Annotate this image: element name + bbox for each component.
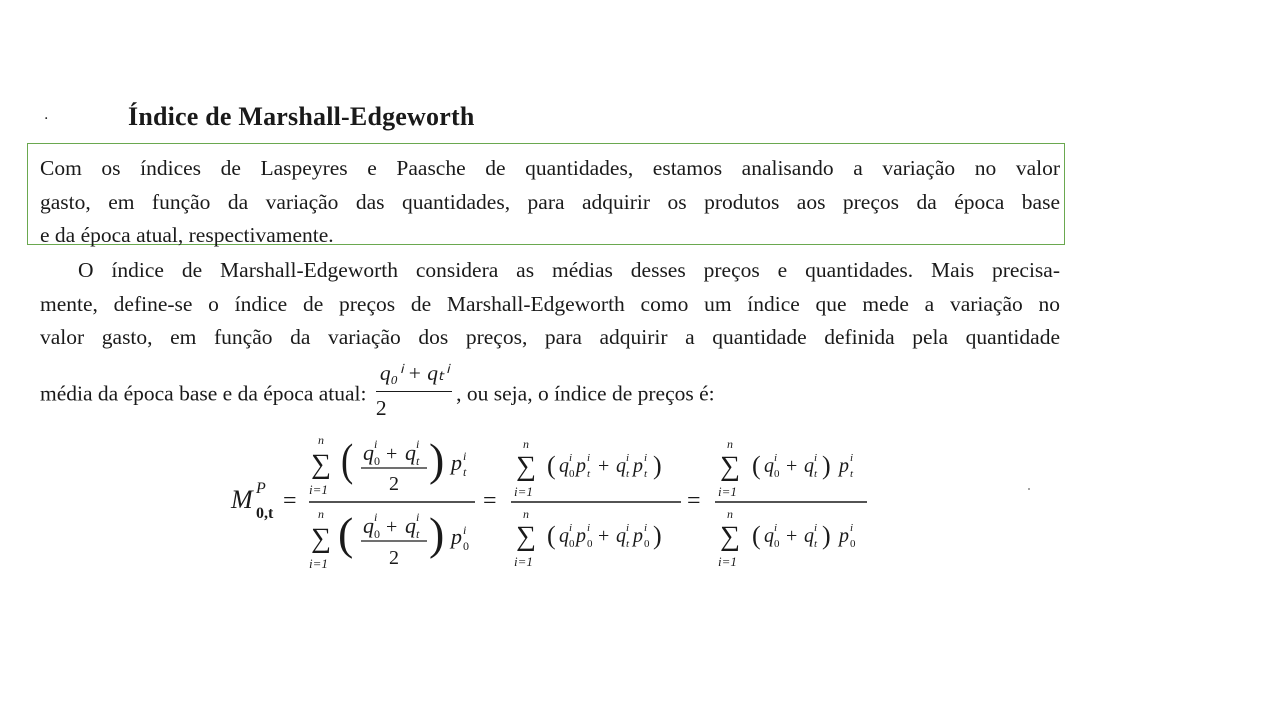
sup-i: i (814, 452, 818, 464)
p-symbol: p (576, 525, 586, 547)
p-symbol: p (576, 455, 586, 477)
formula-lhs-sup: P (256, 480, 266, 497)
p-symbol: p (839, 525, 849, 547)
q-symbol: q (363, 513, 374, 538)
sup-i: i (626, 452, 630, 464)
q-symbol: q (616, 525, 626, 547)
two-denominator: 2 (389, 547, 399, 569)
right-paren: ) (429, 434, 445, 485)
plus-sign: + (386, 443, 398, 465)
paragraph-line: gasto, em função da variação das quantidades, para adquirir os produtos aos preços da época base (40, 189, 1060, 214)
sum-upper: n (523, 437, 529, 451)
formula-lhs: M (231, 485, 253, 514)
left-paren: ( (341, 435, 354, 487)
left-paren: ( (338, 508, 354, 559)
fraction-denominator: 2 (375, 396, 387, 420)
p-symbol: p (451, 524, 462, 549)
plus-sign: + (786, 525, 798, 547)
q-symbol: q (804, 525, 814, 547)
sub-0: 0 (374, 527, 380, 541)
q-symbol: q (405, 440, 416, 465)
sub-t: t (850, 468, 854, 480)
sum-sign: ∑ (311, 523, 331, 554)
sup-i: i (814, 522, 818, 534)
sup-i: i (587, 522, 591, 534)
plus-sign: + (786, 455, 798, 477)
sum-lower: i=1 (514, 554, 533, 569)
left-paren: ( (752, 521, 761, 550)
sub-0: 0 (569, 468, 575, 480)
sup-i: i (587, 452, 591, 464)
sup-i: i (644, 522, 648, 534)
q-symbol: q (363, 440, 374, 465)
sup-i: i (463, 449, 467, 463)
boxed-paragraph (40, 152, 1060, 253)
q-symbol: q (764, 455, 774, 477)
sub-0: 0 (850, 538, 856, 550)
q-symbol: q (559, 525, 569, 547)
left-paren: ( (752, 451, 761, 480)
sum-upper: n (318, 507, 324, 521)
p-symbol: p (451, 450, 462, 475)
paragraph-line: valor gasto, em função da variação dos preços, para adquirir a quantidade definida pela quantidade (40, 325, 1060, 349)
right-paren: ) (653, 521, 662, 550)
sum-lower: i=1 (514, 484, 533, 499)
paragraph-line: Com os índices de Laspeyres e Paasche de quantidades, estamos analisando a variação no valor (40, 156, 1060, 180)
sup-i: i (850, 522, 854, 534)
sup-i: i (463, 523, 467, 537)
stray-dot (1028, 488, 1030, 490)
plus-sign: + (598, 455, 610, 477)
sup-i: i (774, 452, 778, 464)
formula-lhs-sub: 0,t (256, 505, 274, 522)
sum-lower: i=1 (309, 482, 328, 497)
sup-i: i (644, 452, 648, 464)
definition-paragraph (40, 254, 1060, 430)
right-paren: ) (653, 451, 662, 480)
sub-t: t (416, 527, 420, 541)
sum-sign: ∑ (516, 451, 536, 482)
line-text-after: , ou seja, o índice de preços é: (456, 380, 715, 405)
q-symbol: q (405, 513, 416, 538)
marshall-edgeworth-formula (225, 430, 885, 580)
equals-sign: = (283, 488, 297, 514)
right-paren: ) (822, 521, 831, 550)
sub-t: t (814, 468, 818, 480)
sub-t: t (416, 454, 420, 468)
bullet-dot: · (44, 111, 49, 127)
plus-sign: + (598, 525, 610, 547)
sub-t: t (587, 468, 591, 480)
equals-sign: = (483, 488, 497, 514)
sub-0: 0 (774, 538, 780, 550)
sum-lower: i=1 (309, 556, 328, 571)
right-paren: ) (429, 508, 445, 559)
sub-0: 0 (463, 539, 469, 553)
sup-i: i (416, 437, 420, 451)
line-text-before: média da época base e da época atual: (40, 380, 367, 405)
sub-t: t (814, 538, 818, 550)
paragraph-line: O índice de Marshall-Edgeworth considera as médias desses preços e quantidades. Mais precisa- (78, 258, 1060, 282)
paragraph-last-line (40, 361, 1060, 430)
sum-sign: ∑ (516, 521, 536, 552)
sub-0: 0 (644, 538, 650, 550)
sup-i: i (626, 522, 630, 534)
q-symbol: q (616, 455, 626, 477)
sum-upper: n (318, 433, 324, 447)
sum-sign: ∑ (720, 521, 740, 552)
left-paren: ( (547, 451, 556, 480)
sum-lower: i=1 (718, 484, 737, 499)
sub-0: 0 (774, 468, 780, 480)
sup-i: i (774, 522, 778, 534)
sup-i: i (569, 522, 573, 534)
sum-lower: i=1 (718, 554, 737, 569)
sup-i: i (374, 510, 378, 524)
sub-t: t (626, 538, 630, 550)
formula-svg (225, 430, 885, 580)
sum-sign: ∑ (311, 449, 331, 480)
sup-i: i (569, 452, 573, 464)
sum-upper: n (727, 437, 733, 451)
paragraph-line: e da época atual, respectivamente. (40, 223, 334, 247)
equals-sign: = (687, 488, 701, 514)
sub-t: t (644, 468, 648, 480)
q-symbol: q (764, 525, 774, 547)
fraction-numerator: q₀ⁱ + qₜⁱ (376, 357, 452, 393)
sup-i: i (374, 437, 378, 451)
sub-0: 0 (587, 538, 593, 550)
sum-upper: n (523, 507, 529, 521)
plus-sign: + (386, 516, 398, 538)
sup-i: i (850, 452, 854, 464)
q-symbol: q (804, 455, 814, 477)
p-symbol: p (839, 455, 849, 477)
sub-0: 0 (569, 538, 575, 550)
section-title: Índice de Marshall-Edgeworth (128, 102, 475, 131)
paragraph-line: mente, define-se o índice de preços de Marshall-Edgeworth como um índice que mede a variação no (40, 291, 1060, 316)
p-symbol: p (633, 455, 643, 477)
sub-t: t (626, 468, 630, 480)
right-paren: ) (822, 451, 831, 480)
sub-0: 0 (374, 454, 380, 468)
p-symbol: p (633, 525, 643, 547)
sum-upper: n (727, 507, 733, 521)
left-paren: ( (547, 521, 556, 550)
sup-i: i (416, 510, 420, 524)
inline-average-fraction (376, 357, 452, 426)
sub-t: t (463, 465, 467, 479)
two-denominator: 2 (389, 473, 399, 495)
sum-sign: ∑ (720, 451, 740, 482)
q-symbol: q (559, 455, 569, 477)
